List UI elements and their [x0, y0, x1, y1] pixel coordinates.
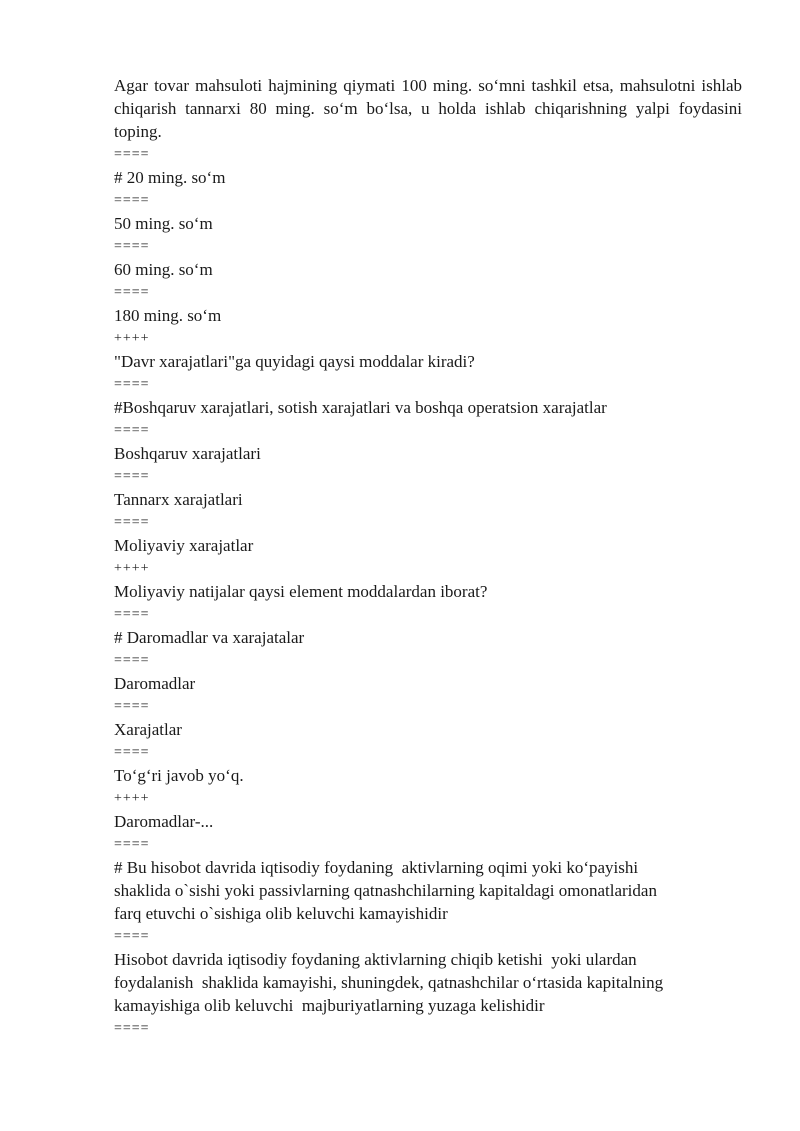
option-separator: ==== [114, 239, 150, 254]
answer-correct: # 20 ming. so‘m [114, 168, 226, 187]
answer-option: 50 ming. so‘m [114, 214, 213, 233]
option-separator: ==== [114, 515, 150, 530]
question-3-text: Moliyaviy natijalar qaysi element moddalardan iborat? [114, 582, 488, 601]
document-page [114, 74, 747, 1040]
answer-correct: #Boshqaruv xarajatlari, sotish xarajatlari va boshqa operatsion xarajatlar [114, 398, 607, 417]
answer-correct: # Daromadlar va xarajatalar [114, 628, 305, 647]
option-separator: ==== [114, 423, 150, 438]
option-separator: ==== [114, 745, 150, 760]
answer-correct: # Bu hisobot davrida iqtisodiy foydaning aktivlarning oqimi yoki ko‘payishi shaklida o`sishi yoki passivlarning qatnashchilarning kapitaldagi omonatlaridan farq etuvchi o`sishiga olib keluvchi kamayishidir [114, 858, 657, 923]
question-4-text: Daromadlar-... [114, 812, 214, 831]
option-separator: ==== [114, 1021, 150, 1036]
answer-option: Daromadlar [114, 674, 196, 693]
option-separator: ==== [114, 193, 150, 208]
option-separator: ==== [114, 699, 150, 714]
answer-option: 60 ming. so‘m [114, 260, 213, 279]
question-2-text: "Davr xarajatlari"ga quyidagi qaysi moddalar kiradi? [114, 352, 475, 371]
question-separator: ++++ [114, 561, 150, 576]
option-separator: ==== [114, 607, 150, 622]
question-separator: ++++ [114, 791, 150, 806]
answer-option: To‘g‘ri javob yo‘q. [114, 766, 244, 785]
question-1-text: Agar tovar mahsuloti hajmining qiymati 100 ming. so‘mni tashkil etsa, mahsulotni ishlab chiqarish tannarxi 80 ming. so‘m bo‘lsa, u holda ishlab chiqarishning yalpi foydasini toping. [114, 76, 747, 141]
answer-option: Xarajatlar [114, 720, 182, 739]
question-separator: ++++ [114, 331, 150, 346]
option-separator: ==== [114, 377, 150, 392]
answer-option: 180 ming. so‘m [114, 306, 222, 325]
option-separator: ==== [114, 285, 150, 300]
option-separator: ==== [114, 837, 150, 852]
answer-option: Boshqaruv xarajatlari [114, 444, 261, 463]
answer-option: Moliyaviy xarajatlar [114, 536, 254, 555]
option-separator: ==== [114, 469, 150, 484]
answer-option: Hisobot davrida iqtisodiy foydaning aktivlarning chiqib ketishi yoki ulardan foydalanish shaklida kamayishi, shuningdek, qatnashchilar o‘rtasida kapitalning kamayishiga olib keluvchi majburiyatlarning yuzaga kelishidir [114, 950, 664, 1015]
option-separator: ==== [114, 929, 150, 944]
answer-option: Tannarx xarajatlari [114, 490, 243, 509]
option-separator: ==== [114, 653, 150, 668]
option-separator: ==== [114, 147, 150, 162]
